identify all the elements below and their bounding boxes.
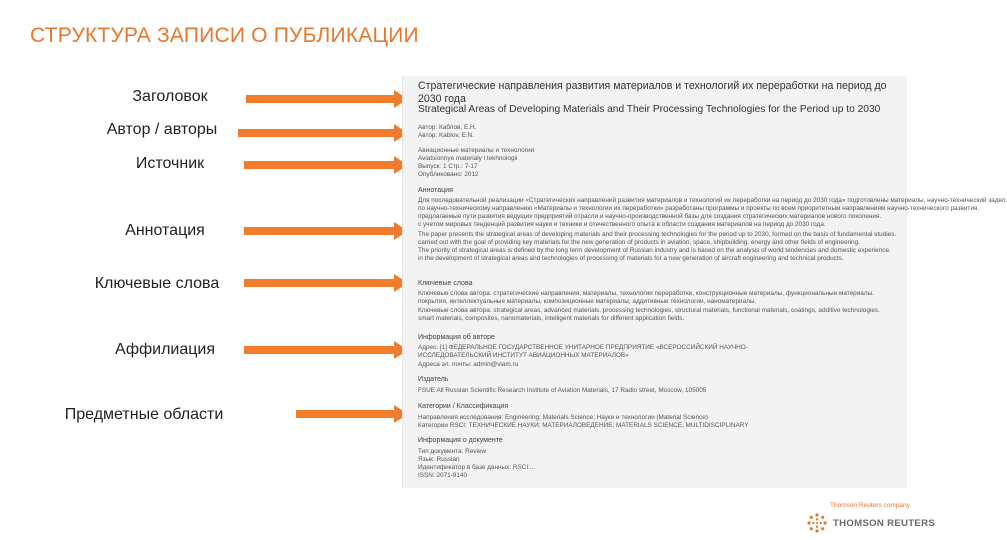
affiliation-line: Адреса эл. почты: admin@viam.ru <box>418 361 519 368</box>
label-keywords: Ключевые слова <box>94 275 220 292</box>
abstract-heading: Аннотация <box>418 187 453 194</box>
publisher-heading: Издатель <box>418 376 449 383</box>
document-line: ISSN: 2071-9140 <box>418 472 468 479</box>
record-title-en: Strategical Areas of Developing Materials and Their Processing Technologies for the Period up to 2030 <box>418 104 881 115</box>
abstract-line: с учетом мировых тенденций развития науки и техники и отечественного опыта в области создания материалов на период до 2030 года. <box>418 221 826 228</box>
document-line: Тип документа: Review <box>418 448 487 455</box>
label-title-field: Заголовок <box>132 88 208 105</box>
company-tagline: Thomson Reuters company <box>830 502 910 509</box>
publisher-line: FSUE All Russian Scientific Research Institute of Aviation Materials, 17 Radio street, Moscow, 105005 <box>418 387 707 394</box>
keywords-line: smart materials, composites, nanomaterials, intelligent materials for different application fields. <box>418 315 685 322</box>
categories-line: Категории RSCI: ТЕХНИЧЕСКИЕ НАУКИ; МАТЕРИАЛОВЕДЕНИЕ; MATERIALS SCIENCE, MULTIDISCIPLINARY <box>418 422 749 429</box>
arrow-affiliation <box>244 341 410 359</box>
record-source-line: Опубликовано: 2012 <box>418 171 479 178</box>
thomson-reuters-logo <box>806 512 935 534</box>
record-author: Автор: Каблов, Е.Н. <box>418 124 477 131</box>
brand-name: THOMSON REUTERS <box>833 517 936 529</box>
arrow-keywords <box>244 274 410 292</box>
abstract-line: Для последовательной реализации «Стратегических направлений развития материалов и технологий их переработки на период до 2030 года» подготовлены материалы, научно-технический задел. <box>418 197 1007 204</box>
abstract-line: in the development of strategical areas and technologies of processing of materials for a new generation of aircraft engineering and technical products. <box>418 255 844 262</box>
page-title: СТРУКТУРА ЗАПИСИ О ПУБЛИКАЦИИ <box>30 24 419 47</box>
abstract-line: carried out with the goal of providing key materials for the new generation of products in aviation, space, shipbuilding, energy and other fields of engineering. <box>418 239 860 246</box>
categories-heading: Категории / Классификация <box>418 403 509 410</box>
keywords-line: покрытия, интеллектуальные материалы, композиционные материалы, аддитивные технологии, наноматериалы. <box>418 298 757 305</box>
arrow-abstract <box>244 222 410 240</box>
keywords-line: Ключевые слова автора: strategical areas, advanced materials, processing technologies, structural materials, functional materials, coatings, additive technologies. <box>418 307 880 314</box>
arrow-authors <box>238 124 410 142</box>
record-source-line: Выпуск: 1 Стр.: 7-17 <box>418 163 478 170</box>
keywords-heading: Ключевые слова <box>418 280 473 287</box>
affiliation-heading: Информация об авторе <box>418 334 495 341</box>
document-line: Язык: Russian <box>418 456 460 463</box>
label-affiliation: Аффилиация <box>114 341 216 358</box>
record-source-line: Авиационные материалы и технологии <box>418 147 535 154</box>
label-subjects: Предметные области <box>64 406 224 423</box>
abstract-line: The paper presents the strategical areas of developing materials and their processing technologies for the period up to 2030, formed on the basis of fundamental studies. <box>418 231 897 238</box>
abstract-line: по научно-техническому направлению «Материалы и технологии их переработки» разработаны программы и проекты по всем приоритетным направлениям научно-технического развития. <box>418 205 980 212</box>
document-heading: Информация о документе <box>418 437 503 444</box>
label-authors: Автор / авторы <box>106 121 218 138</box>
record-title-ru: Стратегические направления развития материалов и технологий их переработки на период до 2030 года <box>418 80 887 105</box>
document-line: Идентификатор в базе данных: RSCI:... <box>418 464 536 471</box>
arrow-subjects <box>296 405 410 423</box>
arrow-source <box>244 156 410 174</box>
label-abstract: Аннотация <box>125 222 205 239</box>
label-source: Источник <box>135 155 205 172</box>
categories-line: Направления исследования: Engineering; Materials Science; Науки и технологии (Material Science) <box>418 414 708 421</box>
keywords-line: Ключевые слова автора: стратегические направления, материалы, технологии переработки, конструкционные материалы, функциональные материалы. <box>418 290 874 297</box>
record-author: Автор: Kablov, E.N. <box>418 132 475 139</box>
affiliation-line: Адрес: [1] ФЕДЕРАЛЬНОЕ ГОСУДАРСТВЕННОЕ УНИТАРНОЕ ПРЕДПРИЯТИЕ «ВСЕРОССИЙСКИЙ НАУЧНО- <box>418 344 748 351</box>
abstract-line: предлагаемые пути развития ведущих предприятий отрасли и научно-производственной базы для создания стратегических материалов нового поколения. <box>418 213 882 220</box>
arrow-title <box>246 90 410 108</box>
abstract-line: The priority of strategical areas is defined by the long term development of Russian industry and is based on the analysis of world tendencies and domestic experience. <box>418 247 891 254</box>
record-source-line: Aviatsionnye materialy i tekhnologii <box>418 155 518 162</box>
affiliation-line: ИССЛЕДОВАТЕЛЬСКИЙ ИНСТИТУТ АВИАЦИОННЫХ МАТЕРИАЛОВ» <box>418 352 629 359</box>
tr-dots-icon <box>806 512 828 534</box>
